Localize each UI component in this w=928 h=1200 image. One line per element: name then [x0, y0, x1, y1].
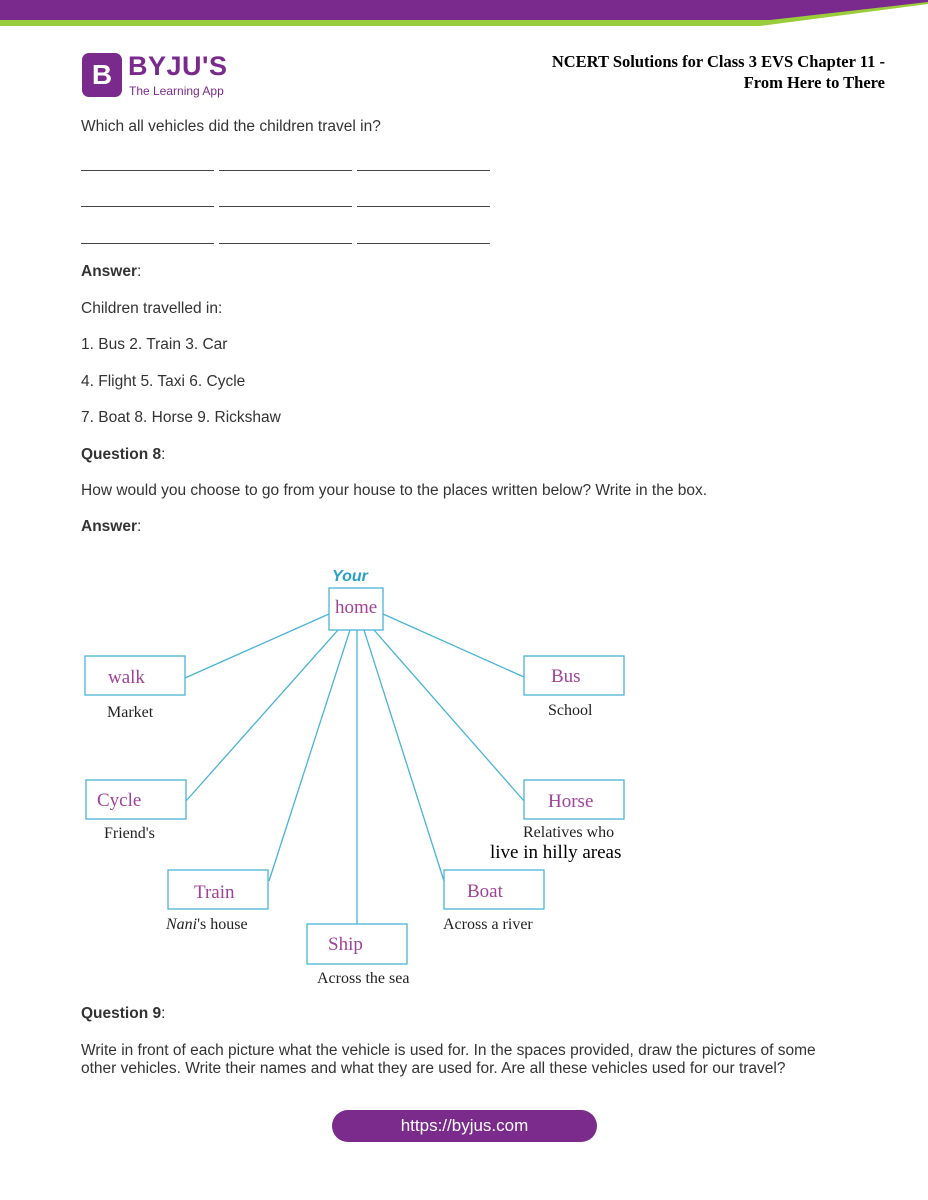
- question-9-label: Question 9: [81, 1005, 162, 1022]
- question-9-heading: [81, 1005, 165, 1023]
- connector-line: [364, 630, 444, 881]
- home-label: home: [335, 597, 378, 618]
- colon: :: [161, 1005, 166, 1022]
- train-label: Train: [194, 882, 235, 903]
- answer-8-heading: [81, 518, 141, 536]
- place-hilly-areas: live in hilly areas: [490, 842, 622, 863]
- ship-label: Ship: [328, 934, 363, 955]
- logo-tagline: The Learning App: [129, 84, 224, 98]
- connector-line: [374, 630, 524, 801]
- answer-line: 7. Boat 8. Horse 9. Rickshaw: [81, 409, 281, 426]
- question-9-line: Write in front of each picture what the vehicle is used for. In the spaces provided, draw the pictures of some: [81, 1042, 816, 1059]
- title-line-1: NCERT Solutions for Class 3 EVS Chapter 11 -: [551, 52, 885, 71]
- top-banner: [0, 0, 928, 34]
- blank-line: [81, 243, 214, 244]
- answer-label: Answer: [81, 518, 137, 535]
- connector-line: [383, 614, 524, 677]
- house-text: 's house: [197, 916, 248, 933]
- place-relatives: Relatives who: [523, 824, 615, 841]
- blank-line: [357, 170, 490, 171]
- byjus-logo: [82, 53, 282, 103]
- footer-url-link[interactable]: https://byjus.com: [332, 1110, 597, 1142]
- bus-label: Bus: [551, 666, 581, 687]
- answer-heading: [81, 263, 141, 281]
- blank-line: [81, 170, 214, 171]
- question-8-text: How would you choose to go from your house to the places written below? Write in the box.: [81, 482, 708, 499]
- travel-diagram: [80, 550, 640, 995]
- place-nanis-house: [165, 916, 248, 933]
- blank-line: [219, 206, 352, 207]
- answer-intro: Children travelled in:: [81, 300, 223, 317]
- blank-line: [357, 206, 490, 207]
- connector-line: [269, 630, 350, 881]
- blank-line: [219, 170, 352, 171]
- walk-label: walk: [108, 667, 145, 688]
- answer-line: 1. Bus 2. Train 3. Car: [81, 336, 228, 353]
- question-9-text: [81, 1042, 816, 1078]
- nani-text: Nani: [166, 916, 198, 933]
- colon: :: [137, 518, 142, 535]
- question-8-label: Question 8: [81, 446, 162, 463]
- place-school: School: [548, 702, 593, 719]
- question-prompt: Which all vehicles did the children travel in?: [81, 118, 381, 135]
- colon: :: [137, 263, 142, 280]
- blank-line: [219, 243, 352, 244]
- document-title: [552, 51, 885, 93]
- cycle-label: Cycle: [97, 790, 142, 811]
- place-friends: Friend's: [104, 825, 155, 842]
- horse-label: Horse: [548, 791, 594, 812]
- place-sea: Across the sea: [317, 970, 410, 987]
- place-market: Market: [107, 704, 154, 721]
- blank-line: [81, 206, 214, 207]
- blank-line: [357, 243, 490, 244]
- colon: :: [161, 446, 166, 463]
- title-line-2: From Here to There: [743, 73, 885, 92]
- boat-label: Boat: [467, 881, 503, 902]
- question-8-heading: [81, 446, 165, 464]
- answer-label: Answer: [81, 263, 137, 280]
- connector-line: [186, 630, 338, 801]
- logo-brand: BYJU'S: [128, 51, 228, 81]
- question-9-line: other vehicles. Write their names and what they are used for. Are all these vehicles used for our travel?: [81, 1060, 786, 1077]
- connector-line: [185, 614, 329, 678]
- place-river: Across a river: [443, 916, 533, 933]
- answer-line: 4. Flight 5. Taxi 6. Cycle: [81, 373, 246, 390]
- logo-mark: B: [82, 53, 122, 97]
- your-label: Your: [332, 568, 368, 585]
